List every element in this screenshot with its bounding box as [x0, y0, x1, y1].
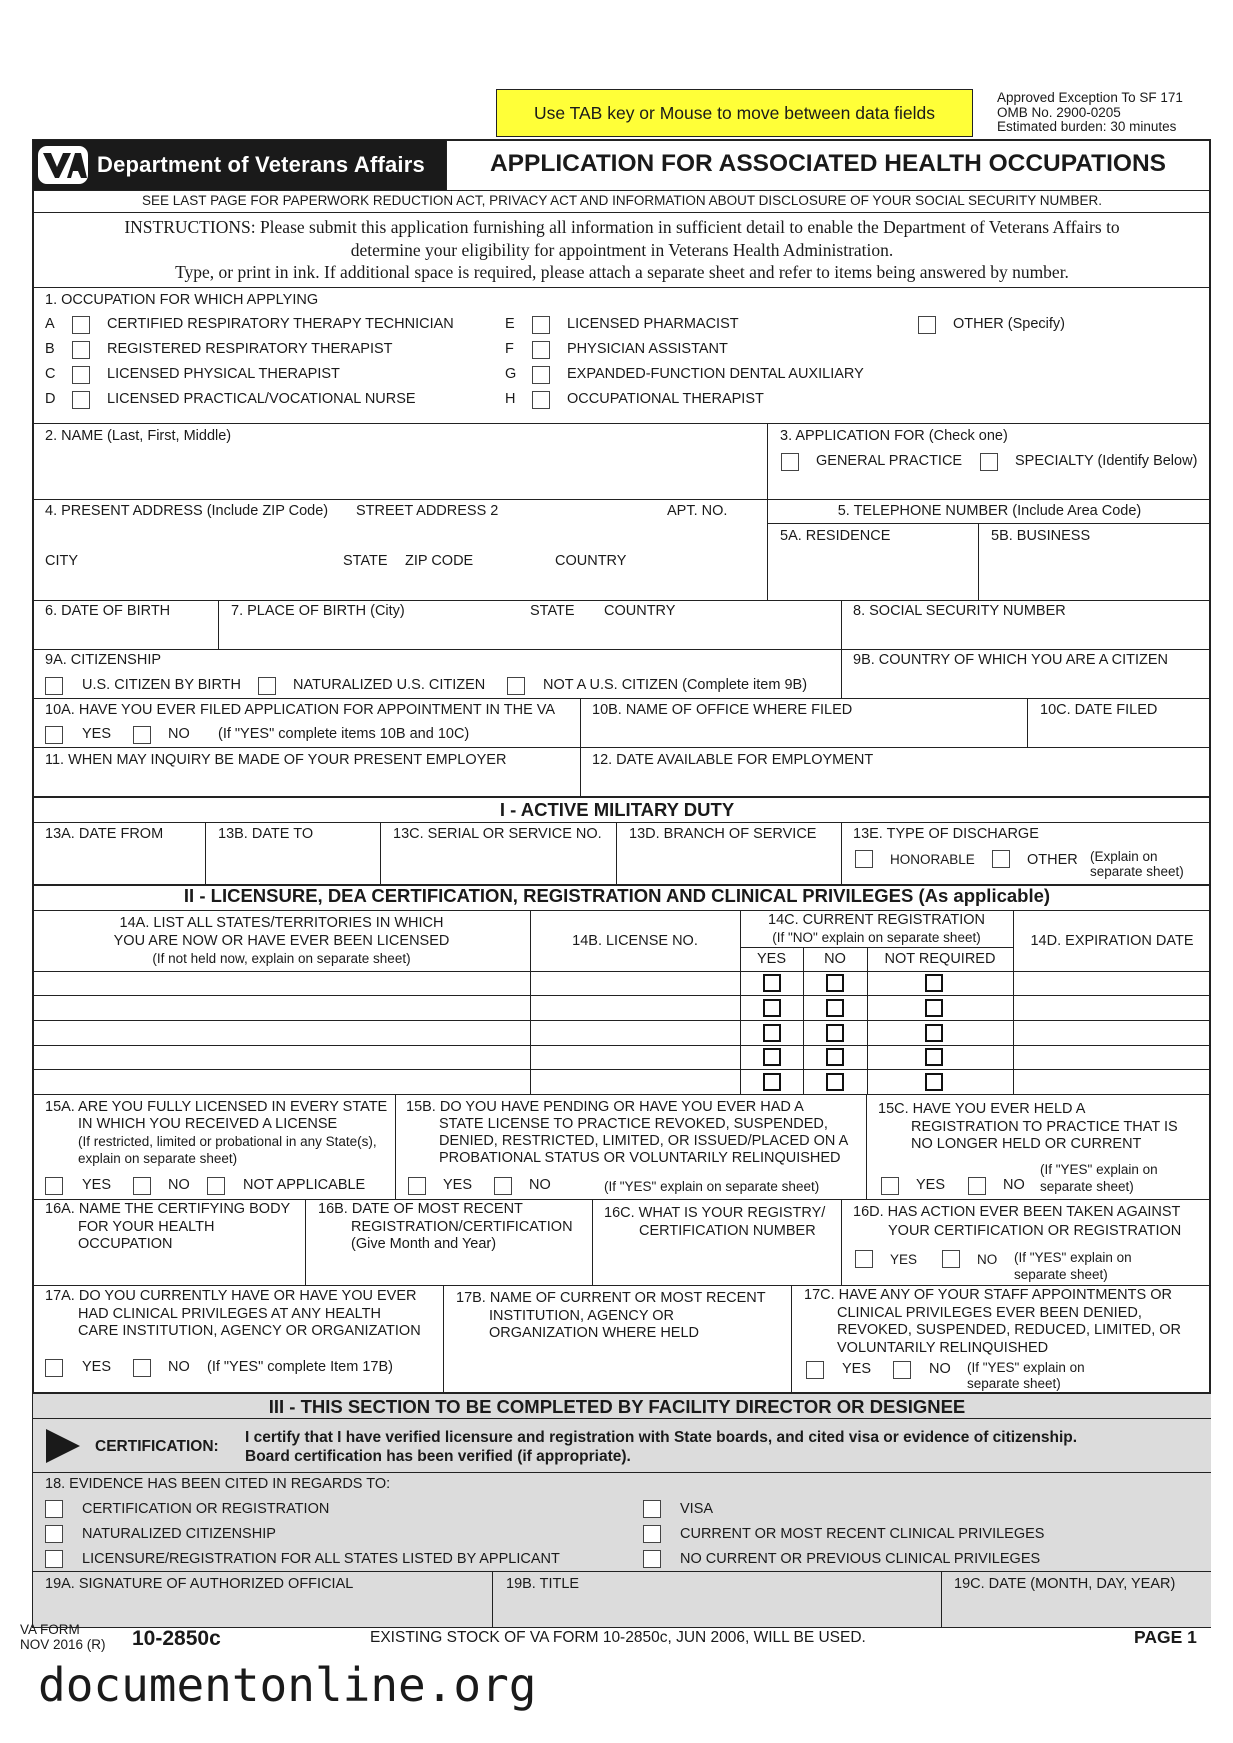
q17c-no-label: NO [929, 1361, 951, 1377]
q13d-label: 13D. BRANCH OF SERVICE [629, 826, 817, 842]
q14-row2-no-checkbox[interactable] [826, 999, 844, 1017]
certification-statement [245, 1428, 1077, 1466]
q15b-no-label: NO [529, 1177, 551, 1193]
q1-checkbox-h[interactable] [532, 391, 550, 409]
q13-explain [1090, 849, 1184, 879]
q16b-line-2: REGISTRATION/CERTIFICATION [351, 1218, 573, 1235]
q6-label: 6. DATE OF BIRTH [45, 603, 171, 619]
q15c-label [878, 1101, 1178, 1154]
q15c-yes-label: YES [916, 1177, 946, 1193]
q16d-yes-label: YES [890, 1252, 918, 1267]
q17c-yes-label: YES [842, 1361, 872, 1377]
instructions-line-3: Type, or print in ink. If additional space is required, please attach a separate sheet and refer to items being answered by number. [175, 262, 1069, 282]
instructions-line-1: INSTRUCTIONS: Please submit this application furnishing all information in sufficient detail to enable the Department of Veterans Affairs to [124, 217, 1120, 237]
q4-state-label: STATE [343, 553, 388, 569]
q9a-label: 9A. CITIZENSHIP [45, 652, 162, 668]
q1-letter-g: G [505, 366, 517, 382]
q1-letter-h: H [505, 391, 516, 407]
q7-state-label: STATE [530, 603, 575, 619]
q16d-note-line-2: separate sheet) [1014, 1266, 1108, 1282]
q14-row5-notreq-checkbox[interactable] [925, 1073, 943, 1091]
section-1-title: I - ACTIVE MILITARY DUTY [499, 799, 735, 820]
q15a-line-4: explain on separate sheet) [78, 1151, 238, 1166]
q18-label: 18. EVIDENCE HAS BEEN CITED IN REGARDS TO: [45, 1476, 391, 1492]
q16b-line-1: 16B. DATE OF MOST RECENT [318, 1201, 523, 1217]
q10-checkbox-yes[interactable] [45, 726, 63, 744]
q7-country-label: COUNTRY [604, 603, 676, 619]
q3-checkbox-general[interactable] [781, 453, 799, 471]
footer-form-date: NOV 2016 (R) [20, 1637, 106, 1652]
q17a-label [45, 1288, 421, 1341]
q15a-checkbox-na[interactable] [207, 1177, 225, 1195]
nav-hint-banner [496, 89, 973, 137]
q14-row4-yes-checkbox[interactable] [763, 1048, 781, 1066]
q15c-no-label: NO [1003, 1177, 1025, 1193]
nav-hint-text: Use TAB key or Mouse to move between data fields [533, 102, 936, 123]
q15c-line-1: 15C. HAVE YOU EVER HELD A [878, 1101, 1086, 1117]
q13c-label: 13C. SERIAL OR SERVICE NO. [393, 826, 602, 842]
q12-label: 12. DATE AVAILABLE FOR EMPLOYMENT [592, 752, 874, 768]
q17b-line-1: 17B. NAME OF CURRENT OR MOST RECENT [456, 1290, 766, 1306]
q1-checkbox-d[interactable] [72, 391, 90, 409]
q9-checkbox-birth[interactable] [45, 677, 63, 695]
q15c-line-2: REGISTRATION TO PRACTICE THAT IS [911, 1118, 1178, 1135]
agency-name: Department of Veterans Affairs [97, 152, 425, 177]
q13-other-label: OTHER [1027, 852, 1078, 868]
q2-label: 2. NAME (Last, First, Middle) [45, 428, 232, 444]
q14a-line-1: 14A. LIST ALL STATES/TERRITORIES IN WHICH [119, 915, 444, 931]
q14-row2-yes-checkbox[interactable] [763, 999, 781, 1017]
q10c-label: 10C. DATE FILED [1040, 702, 1158, 718]
q1-letter-a: A [45, 316, 55, 332]
q9-not-citizen-label: NOT A U.S. CITIZEN (Complete item 9B) [543, 677, 808, 693]
estimated-burden: Estimated burden: 30 minutes [997, 119, 1177, 134]
instructions-line-2: determine your eligibility for appointment in Veterans Health Administration. [350, 239, 894, 260]
q1-checkbox-g[interactable] [532, 366, 550, 384]
q16d-checkbox-no[interactable] [942, 1250, 960, 1268]
watermark: documentonline.org [38, 1658, 537, 1712]
q17b-label [456, 1290, 766, 1343]
q13-explain-line-1: (Explain on [1090, 849, 1158, 864]
q14-row3-no-checkbox[interactable] [826, 1024, 844, 1042]
q13b-label: 13B. DATE TO [218, 826, 314, 842]
footer-form-info [20, 1622, 106, 1652]
q14a-header [33, 915, 530, 968]
q13-honorable-label: HONORABLE [890, 852, 975, 867]
q1-option-c: LICENSED PHYSICAL THERAPIST [107, 366, 340, 382]
q1-letter-e: E [505, 316, 515, 332]
q19c-label: 19C. DATE (MONTH, DAY, YEAR) [954, 1576, 1176, 1592]
q16a-label [45, 1201, 290, 1254]
q18-checkbox-current-privileges[interactable] [643, 1525, 661, 1543]
q17c-note [967, 1360, 1085, 1392]
q15b-line-3: DENIED, RESTRICTED, LIMITED, OR ISSUED/PLACED ON A [439, 1133, 849, 1149]
q14-row1-no-checkbox[interactable] [826, 974, 844, 992]
q1-checkbox-b[interactable] [72, 341, 90, 359]
q9-naturalized-label: NATURALIZED U.S. CITIZEN [293, 677, 486, 693]
q15b-label [406, 1099, 848, 1167]
q14-row3-yes-checkbox[interactable] [763, 1024, 781, 1042]
q14-row1-yes-checkbox[interactable] [763, 974, 781, 992]
q15c-line-3: NO LONGER HELD OR CURRENT [911, 1136, 1142, 1152]
q15a-yes-label: YES [82, 1177, 112, 1193]
q15a-line-1: 15A. ARE YOU FULLY LICENSED IN EVERY STATE [45, 1099, 388, 1115]
q7-label: 7. PLACE OF BIRTH (City) [231, 603, 405, 619]
q14-row5-yes-checkbox[interactable] [763, 1073, 781, 1091]
footer-stock-notice: EXISTING STOCK OF VA FORM 10-2850c, JUN 2006, WILL BE USED. [370, 1629, 866, 1646]
q15c-note-line-1: (If "YES" explain on [1040, 1162, 1158, 1177]
q14a-line-2: YOU ARE NOW OR HAVE EVER BEEN LICENSED [113, 932, 450, 949]
q1-checkbox-other[interactable] [918, 316, 936, 334]
q15b-yes-label: YES [443, 1177, 473, 1193]
q15a-no-label: NO [168, 1177, 190, 1193]
q18-checkbox-licensure[interactable] [45, 1550, 63, 1568]
q17b-line-3: ORGANIZATION WHERE HELD [489, 1325, 699, 1341]
q16c-line-2: CERTIFICATION NUMBER [639, 1222, 816, 1239]
q1-checkbox-c[interactable] [72, 366, 90, 384]
q15b-checkbox-no[interactable] [494, 1177, 512, 1195]
q14d-header: 14D. EXPIRATION DATE [1030, 933, 1194, 949]
q1-letter-c: C [45, 366, 56, 382]
q14c-line-2: (If "NO" explain on separate sheet) [772, 930, 981, 945]
instructions [33, 216, 1211, 284]
q15a-checkbox-yes[interactable] [45, 1177, 63, 1195]
q1-option-h: OCCUPATIONAL THERAPIST [567, 391, 764, 407]
q13-checkbox-other[interactable] [992, 850, 1010, 868]
q16d-label [853, 1203, 1181, 1241]
q15c-note-line-2: separate sheet) [1040, 1179, 1134, 1194]
q1-letter-b: B [45, 341, 55, 357]
q15a-checkbox-no[interactable] [133, 1177, 151, 1195]
omb-number: OMB No. 2900-0205 [997, 104, 1121, 120]
q14c-no-header: NO [824, 951, 846, 967]
q17c-line-4: VOLUNTARILY RELINQUISHED [837, 1339, 1049, 1356]
q16b-line-3: (Give Month and Year) [351, 1236, 497, 1252]
q15b-line-1: 15B. DO YOU HAVE PENDING OR HAVE YOU EVER HAD A [406, 1099, 804, 1115]
agency-banner [33, 140, 446, 190]
q4-label: 4. PRESENT ADDRESS (Include ZIP Code) [45, 503, 329, 519]
q10a-label: 10A. HAVE YOU EVER FILED APPLICATION FOR APPOINTMENT IN THE VA [45, 702, 556, 718]
q17a-line-1: 17A. DO YOU CURRENTLY HAVE OR HAVE YOU EVER [45, 1288, 417, 1304]
q17c-line-3: REVOKED, SUSPENDED, REDUCED, LIMITED, OR [837, 1322, 1182, 1338]
q1-option-b: REGISTERED RESPIRATORY THERAPIST [107, 341, 393, 357]
q10-note: (If "YES" complete items 10B and 10C) [218, 726, 470, 742]
approved-exception: Approved Exception To SF 171 [997, 90, 1183, 105]
q9-birth-label: U.S. CITIZEN BY BIRTH [82, 677, 241, 693]
q15c-note [1040, 1161, 1158, 1195]
q1-checkbox-a[interactable] [72, 316, 90, 334]
q14-row2-notreq-checkbox[interactable] [925, 999, 943, 1017]
q16d-note-line-1: (If "YES" explain on [1014, 1250, 1132, 1265]
q15c-checkbox-yes[interactable] [881, 1177, 899, 1195]
q10-yes-label: YES [82, 726, 112, 742]
q14-row1-notreq-checkbox[interactable] [925, 974, 943, 992]
q15a-line-3: (If restricted, limited or probational in any State(s), [78, 1134, 377, 1149]
q17a-checkbox-yes[interactable] [45, 1359, 63, 1377]
va-logo-icon [37, 145, 89, 185]
q1-option-e: LICENSED PHARMACIST [567, 316, 739, 332]
q10-no-label: NO [168, 726, 190, 742]
q17a-note: (If "YES" complete Item 17B) [207, 1359, 393, 1375]
q1-option-d: LICENSED PRACTICAL/VOCATIONAL NURSE [107, 391, 416, 407]
q9-checkbox-naturalized[interactable] [258, 677, 276, 695]
q16d-note [1014, 1250, 1132, 1283]
q16a-line-2: FOR YOUR HEALTH [78, 1218, 215, 1235]
q14-row4-no-checkbox[interactable] [826, 1048, 844, 1066]
q10-checkbox-no[interactable] [133, 726, 151, 744]
q16d-line-2: YOUR CERTIFICATION OR REGISTRATION [888, 1223, 1182, 1239]
q15a-na-label: NOT APPLICABLE [243, 1177, 366, 1193]
q15a-label [45, 1099, 387, 1167]
q17a-line-2: HAD CLINICAL PRIVILEGES AT ANY HEALTH [78, 1305, 381, 1322]
q16d-no-label: NO [977, 1252, 998, 1267]
certification-text-2: Board certification has been verified (if appropriate). [245, 1448, 631, 1465]
q3-checkbox-specialty[interactable] [980, 453, 998, 471]
q16d-line-1: 16D. HAS ACTION EVER BEEN TAKEN AGAINST [853, 1204, 1181, 1220]
q18-no-privileges-label: NO CURRENT OR PREVIOUS CLINICAL PRIVILEGES [680, 1551, 1041, 1567]
q15b-line-2: STATE LICENSE TO PRACTICE REVOKED, SUSPENDED, [439, 1116, 828, 1132]
section-3-title: III - THIS SECTION TO BE COMPLETED BY FACILITY DIRECTOR OR DESIGNEE [268, 1396, 966, 1417]
q9-checkbox-not-citizen[interactable] [507, 677, 525, 695]
q5a-residence-label: 5A. RESIDENCE [780, 528, 891, 544]
q1-option-g: EXPANDED-FUNCTION DENTAL AUXILIARY [567, 366, 864, 382]
form-title: APPLICATION FOR ASSOCIATED HEALTH OCCUPATIONS [489, 150, 1166, 177]
q4-street2-label: STREET ADDRESS 2 [356, 503, 499, 519]
q18-visa-label: VISA [680, 1501, 714, 1517]
certification-text-1: I certify that I have verified licensure and registration with State boards, and cited visa or evidence of citizenship. [245, 1429, 1078, 1446]
q16a-line-1: 16A. NAME THE CERTIFYING BODY [45, 1201, 291, 1217]
q1-checkbox-e[interactable] [532, 316, 550, 334]
footer-form-number: 10-2850c [132, 1627, 221, 1650]
certification-arrow-icon [44, 1427, 82, 1465]
q13-explain-line-2: separate sheet) [1090, 864, 1184, 879]
q14c-header [740, 912, 1013, 946]
q17c-line-1: 17C. HAVE ANY OF YOUR STAFF APPOINTMENTS OR [804, 1287, 1172, 1303]
q15b-note: (If "YES" explain on separate sheet) [604, 1179, 820, 1194]
certification-label: CERTIFICATION: [95, 1438, 219, 1455]
q1-option-a: CERTIFIED RESPIRATORY THERAPY TECHNICIAN [107, 316, 454, 332]
q1-label: 1. OCCUPATION FOR WHICH APPLYING [45, 292, 319, 308]
q17c-note-line-1: (If "YES" explain on [967, 1360, 1085, 1375]
omb-info [997, 91, 1183, 135]
section-2-title: II - LICENSURE, DEA CERTIFICATION, REGISTRATION AND CLINICAL PRIVILEGES (As applicable) [183, 885, 1051, 906]
q15c-checkbox-no[interactable] [968, 1177, 986, 1195]
q15a-line-2: IN WHICH YOU RECEIVED A LICENSE [78, 1116, 338, 1132]
q17c-note-line-2: separate sheet) [967, 1376, 1061, 1391]
q3-general-label: GENERAL PRACTICE [816, 453, 963, 469]
privacy-notice: SEE LAST PAGE FOR PAPERWORK REDUCTION ACT, PRIVACY ACT AND INFORMATION ABOUT DISCLOSURE OF YOUR SOCIAL SECURITY NUMBER. [142, 193, 1102, 208]
q17a-yes-label: YES [82, 1359, 112, 1375]
q17a-checkbox-no[interactable] [133, 1359, 151, 1377]
q18-current-privileges-label: CURRENT OR MOST RECENT CLINICAL PRIVILEGES [680, 1526, 1045, 1542]
q17c-checkbox-no[interactable] [893, 1361, 911, 1379]
q3-label: 3. APPLICATION FOR (Check one) [780, 428, 1008, 444]
q10b-label: 10B. NAME OF OFFICE WHERE FILED [592, 702, 853, 718]
q18-checkbox-no-privileges[interactable] [643, 1550, 661, 1568]
q11-label: 11. WHEN MAY INQUIRY BE MADE OF YOUR PRESENT EMPLOYER [45, 752, 507, 768]
q16d-checkbox-yes[interactable] [855, 1250, 873, 1268]
footer-page-number: PAGE 1 [1134, 1627, 1197, 1647]
q17b-line-2: INSTITUTION, AGENCY OR [489, 1307, 675, 1324]
q19b-label: 19B. TITLE [506, 1576, 580, 1592]
q14c-line-1: 14C. CURRENT REGISTRATION [768, 912, 985, 928]
q1-option-other: OTHER (Specify) [953, 316, 1065, 332]
q18-checkbox-visa[interactable] [643, 1500, 661, 1518]
q1-checkbox-f[interactable] [532, 341, 550, 359]
q18-checkbox-certification[interactable] [45, 1500, 63, 1518]
q5b-business-label: 5B. BUSINESS [991, 528, 1091, 544]
q16a-line-3: OCCUPATION [78, 1236, 173, 1252]
q8-label: 8. SOCIAL SECURITY NUMBER [853, 603, 1066, 619]
q13a-label: 13A. DATE FROM [45, 826, 164, 842]
q4-country-label: COUNTRY [555, 553, 627, 569]
q16c-label [604, 1205, 825, 1240]
q18-certification-label: CERTIFICATION OR REGISTRATION [82, 1501, 330, 1517]
q1-letter-d: D [45, 391, 56, 407]
q14-row4-notreq-checkbox[interactable] [925, 1048, 943, 1066]
q17a-no-label: NO [168, 1359, 190, 1375]
footer-va-form: VA FORM [20, 1622, 80, 1637]
q18-checkbox-naturalized[interactable] [45, 1525, 63, 1543]
q9b-label: 9B. COUNTRY OF WHICH YOU ARE A CITIZEN [853, 652, 1169, 668]
q17c-line-2: CLINICAL PRIVILEGES EVER BEEN DENIED, [837, 1304, 1142, 1321]
q5-label: 5. TELEPHONE NUMBER (Include Area Code) [837, 503, 1142, 519]
q14c-yes-header: YES [756, 951, 786, 967]
q4-apt-label: APT. NO. [667, 503, 728, 519]
q14-row5-no-checkbox[interactable] [826, 1073, 844, 1091]
q17c-checkbox-yes[interactable] [806, 1361, 824, 1379]
q17c-label [804, 1287, 1181, 1357]
q18-licensure-label: LICENSURE/REGISTRATION FOR ALL STATES LISTED BY APPLICANT [82, 1551, 560, 1567]
q17a-line-3: CARE INSTITUTION, AGENCY OR ORGANIZATION [78, 1323, 421, 1339]
q3-specialty-label: SPECIALTY (Identify Below) [1015, 453, 1198, 469]
q15b-checkbox-yes[interactable] [408, 1177, 426, 1195]
q13-checkbox-honorable[interactable] [855, 850, 873, 868]
q14-row3-notreq-checkbox[interactable] [925, 1024, 943, 1042]
q15b-line-4: PROBATIONAL STATUS OR VOLUNTARILY RELINQUISHED [439, 1150, 841, 1166]
q4-city-label: CITY [45, 553, 79, 569]
q16c-line-1: 16C. WHAT IS YOUR REGISTRY/ [604, 1205, 826, 1221]
q19a-label: 19A. SIGNATURE OF AUTHORIZED OFFICIAL [45, 1576, 354, 1592]
q4-zip-label: ZIP CODE [405, 553, 474, 569]
q16b-label [318, 1201, 573, 1254]
q1-letter-f: F [505, 341, 514, 357]
q14b-header: 14B. LICENSE NO. [572, 933, 698, 949]
q13e-label: 13E. TYPE OF DISCHARGE [853, 826, 1039, 842]
q1-option-f: PHYSICIAN ASSISTANT [567, 341, 728, 357]
q18-naturalized-label: NATURALIZED CITIZENSHIP [82, 1526, 276, 1542]
q14a-line-3: (If not held now, explain on separate sheet) [152, 951, 411, 966]
q14c-notreq-header: NOT REQUIRED [884, 951, 996, 967]
